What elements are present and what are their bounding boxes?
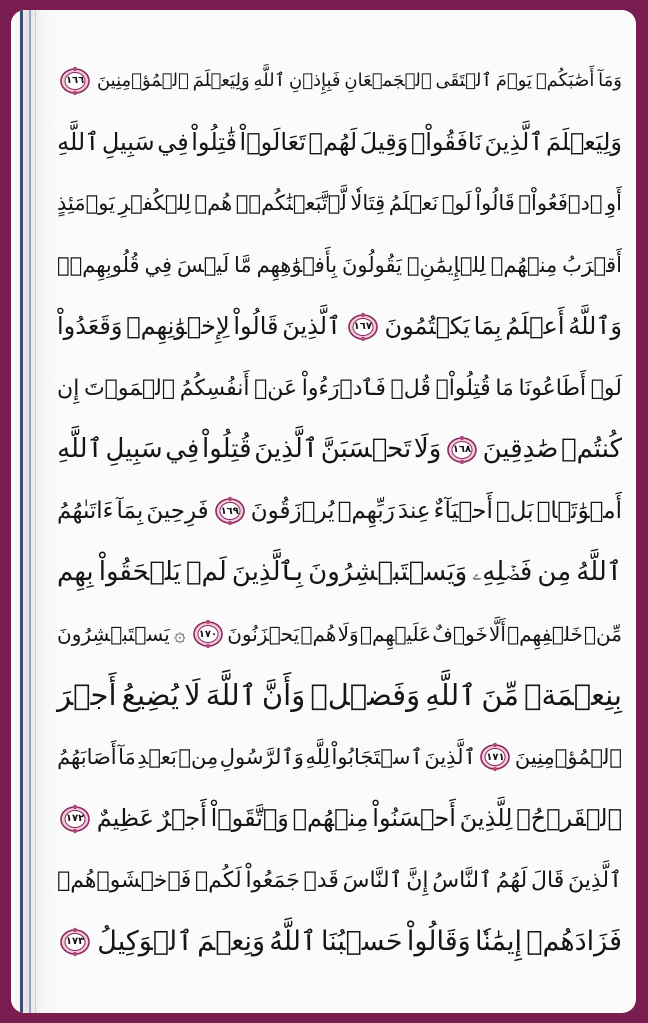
verse-word: أَمۡوَٰتَۢاۚ (536, 497, 622, 524)
verse-word: ٱللَّهُ (269, 926, 317, 957)
verse-word: لِلۡإِيمَٰنِۚ (406, 252, 486, 277)
verse-word: ٱللَّهِ (57, 434, 103, 464)
verse-word: إِنَّ (406, 867, 429, 893)
verse-line (57, 665, 622, 727)
page-spine (11, 10, 57, 1013)
verse-word: أَجۡرَ (57, 678, 117, 712)
verse-word: فَٱدۡرَءُواْ (301, 375, 386, 401)
verse-word: أَقۡرَبُ (562, 252, 622, 277)
verse-word: لِلَّذِينَ (459, 804, 513, 832)
verse-word: بِمَا (473, 312, 502, 340)
verse-word: ٱلۡجَمۡعَانِ (344, 70, 432, 91)
verse-word: مَّا (234, 252, 252, 277)
verse-word: ٱلَّذِينَ (424, 744, 476, 769)
verse-line (57, 911, 622, 973)
verse-word: وَلِيَعۡلَمَ (192, 70, 250, 91)
verse-word: قَدۡ (303, 867, 339, 893)
verse-word: رَبِّهِمۡ (337, 497, 395, 524)
ayah-number-marker (60, 927, 90, 957)
verse-word: ٱللَّهِ (253, 70, 286, 91)
verse-word: وَٱتَّقَوۡاْ (210, 804, 289, 832)
verse-word: أَلَّا (488, 621, 506, 646)
verse-word: بِمَآ (116, 497, 144, 524)
verse-word: هُمۡ (194, 191, 233, 215)
verse-word: لِإِخۡوَٰنِهِمۡ (126, 312, 230, 340)
spine-line (35, 10, 36, 1013)
verse-word: ٱدۡفَعُواْۖ (518, 191, 603, 215)
verse-word: أَصَابَهُمُ (57, 744, 117, 769)
verse-word: ٱللَّهَ (205, 678, 257, 712)
verse-word: كُنتُمۡ (561, 434, 622, 464)
verse-word: وَلِيَعۡلَمَ (545, 127, 622, 156)
ayah-number: ١٦٨ (452, 444, 472, 455)
verse-word: لَهُمُ (495, 867, 528, 893)
verse-line (57, 112, 622, 174)
verse-word: قُتِلُواْ (202, 434, 252, 464)
verse-word: لَهُمۡ (308, 127, 358, 156)
verse-word: ٱسۡتَجَابُواْ (331, 744, 423, 769)
verse-word: أَحۡيَآءٌ (433, 497, 493, 524)
ayah-number: ١٦٧ (353, 321, 372, 332)
ayah-number-marker (193, 619, 223, 649)
verse-line (57, 358, 622, 420)
verse-word: يُضِيعُ (121, 678, 180, 712)
verse-word: ٱلۡمُؤۡمِنِينَ (96, 70, 189, 91)
verse-word: هُمۡ (300, 621, 337, 646)
verse-word: إِيمَٰنٗا (474, 926, 522, 957)
verse-word: أَحۡسَنُواْ (372, 804, 456, 832)
verse-word: قُلُوبِهِمۡۚ (57, 252, 140, 277)
verse-word: مِن (537, 557, 572, 587)
verse-word: حَسۡبُنَا (321, 926, 403, 957)
verse-line (57, 788, 622, 850)
ayah-number: ١٦٩ (220, 505, 239, 517)
verse-word: عَنۡ (254, 375, 298, 401)
ayah-number-marker (447, 435, 477, 465)
hizb-quarter-icon: ۞ (174, 621, 186, 646)
verse-word: أَعۡلَمُ (505, 312, 565, 340)
verse-word: صَٰدِقِينَ (482, 434, 559, 464)
ayah-number-marker (215, 496, 245, 526)
verse-word: فَرِحِينَ (146, 497, 209, 524)
ayah-number: ١٧١ (486, 751, 505, 763)
spine-line (20, 10, 23, 1013)
ayah-number: ١٦٦ (65, 75, 85, 86)
verse-word: بَعۡدِ (137, 744, 177, 769)
verse-word: وَلَا (413, 434, 442, 464)
verse-word: فِي (157, 127, 189, 156)
verse-word: ٱللَّهُ (576, 557, 622, 587)
verse-word: وَفَضۡلٖ (310, 678, 421, 712)
ayah-number: ١٧٣ (65, 936, 85, 947)
verse-line (57, 850, 622, 912)
verse-word: وَقَالُواْ (406, 926, 471, 957)
verse-word: ٱلۡوَكِيلُ (97, 926, 193, 957)
verse-line (57, 419, 622, 481)
verse-word: قَالَ (531, 867, 565, 893)
spine-line (29, 10, 31, 1013)
verse-word: وَيَسۡتَبۡشِرُونَ (308, 557, 468, 587)
verse-word: تَعَالَوۡاْ (239, 127, 306, 156)
verse-line (57, 235, 622, 297)
verse-word: سَبِيلِ (101, 127, 155, 156)
verse-word: مِنۢ (178, 744, 219, 769)
verse-word: بِأَفۡوَٰهِهِم (256, 252, 338, 277)
ayah-number-marker (60, 804, 90, 834)
verse-line (57, 727, 622, 789)
verse-word: ءَاتَىٰهُمُ (57, 497, 114, 524)
verse-word: يَحۡزَنُونَ (227, 621, 300, 646)
verse-word: وَأَنَّ (261, 678, 306, 712)
verse-word: ٱلَّذِينَ (254, 434, 319, 464)
verse-word: وَٱللَّهُ (568, 312, 622, 340)
verse-word: خَلۡفِهِمۡ (507, 621, 583, 646)
verse-word: يَسۡتَبۡشِرُونَ (57, 621, 170, 646)
verse-word: ٱلَّذِينَ (282, 312, 342, 340)
verse-word: فَبِإِذۡنِ (288, 70, 341, 91)
verse-word: وَلَا (337, 621, 359, 646)
verse-word: يَكۡتُمُونَ (384, 312, 470, 340)
verse-line (57, 173, 622, 235)
verse-word: مِّنۡ (584, 621, 622, 646)
verse-word: ٱلۡتَقَى (435, 70, 492, 91)
verse-word: ٱلَّذِينَ (567, 867, 622, 893)
verse-word: أَوِ (606, 191, 622, 215)
verse-word: فَزَادَهُمۡ (526, 926, 622, 957)
verse-word: قَالُواْ (475, 191, 515, 215)
verse-word: إِن (57, 375, 80, 401)
verse-word: لَمۡ (185, 557, 227, 587)
ayah-number-marker (348, 312, 378, 342)
verse-word: خَوۡفٌ (432, 621, 488, 646)
verse-word: بِهِم (57, 557, 94, 587)
verse-word: قِتَالٗا (350, 191, 386, 215)
verse-word: ٱللَّهِ (57, 127, 100, 156)
verse-word: لَوۡ (441, 191, 472, 215)
verse-word: مَا (495, 375, 514, 401)
verse-word: لَكُمۡ (194, 867, 242, 893)
verse-word: وَقَعَدُواْ (57, 312, 123, 340)
ayah-number: ١٧٠ (198, 628, 218, 640)
verse-word: نَافَقُواْۚ (410, 127, 482, 156)
verse-word: ٱلۡمَوۡتَ (83, 375, 176, 401)
verse-word: لَا (184, 678, 201, 712)
verse-word: قَٰتِلُواْ (191, 127, 237, 156)
verse-lines (57, 50, 622, 973)
verse-word: يَوۡمَئِذٍ (57, 191, 115, 215)
ayah-number-marker (60, 66, 90, 96)
verse-word: وَٱلرَّسُولِ (219, 744, 304, 769)
verse-word: لِلۡكُفۡرِ (118, 191, 191, 215)
verse-word: فَضۡلِهِۦ (472, 557, 533, 587)
verse-word: سَبِيلِ (105, 434, 163, 464)
verse-word: فِي (165, 434, 200, 464)
verse-word: مِنۡهُمۡ (292, 804, 369, 832)
verse-word: تَحۡسَبَنَّ (320, 434, 412, 464)
verse-word: مَآ (118, 744, 136, 769)
verse-word: مِنۡهُمۡ (490, 252, 558, 277)
verse-word: وَنِعۡمَ (197, 926, 265, 957)
verse-line (57, 481, 622, 543)
verse-word: ٱلَّذِينَ (484, 127, 544, 156)
verse-word: ٱلۡمُؤۡمِنِينَ (514, 744, 622, 769)
verse-word: ٱللَّهِ (425, 678, 477, 712)
verse-word: مِّنَ (481, 678, 519, 712)
verse-word: عَلَيۡهِمۡ (359, 621, 432, 646)
verse-line (57, 50, 622, 112)
verse-word: قُلۡ (390, 375, 431, 401)
verse-word: لَيۡسَ (176, 252, 230, 277)
verse-word: يَوۡمَ (495, 70, 533, 91)
verse-word: قَالُواْ (233, 312, 279, 340)
verse-word: لَوۡ (590, 375, 622, 401)
verse-word: أَنفُسِكُمُ (179, 375, 250, 401)
ayah-number-marker (480, 742, 510, 772)
verse-word: أَطَاعُونَا (518, 375, 587, 401)
verse-word: أَجۡرٌ (157, 804, 207, 832)
verse-word: عَظِيمٌ (96, 804, 154, 832)
verse-word: يُرۡزَقُونَ (250, 497, 335, 524)
verse-word: قُتِلُواْۗ (435, 375, 491, 401)
verse-word: بِٱلَّذِينَ (231, 557, 303, 587)
verse-line (57, 604, 622, 666)
verse-word: بَلۡ (495, 497, 534, 524)
verse-word: فِي (144, 252, 173, 277)
verse-word: بِنِعۡمَةٖ (524, 678, 622, 712)
ayah-number: ١٧٢ (65, 813, 85, 824)
verse-word: وَمَآ (598, 70, 622, 91)
verse-word: وَقِيلَ (359, 127, 409, 156)
verse-word: عِندَ (397, 497, 431, 524)
verse-word: لِلَّهِ (305, 744, 330, 769)
verse-word: يَقُولُونَ (342, 252, 402, 277)
verse-word: ٱلنَّاسُ (432, 867, 493, 893)
verse-word: ٱلنَّاسَ (342, 867, 403, 893)
verse-line (57, 542, 622, 604)
verse-word: نَعۡلَمُ (388, 191, 439, 215)
verse-word: يَلۡحَقُواْ (98, 557, 181, 587)
verse-word: فَٱخۡشَوۡهُمۡ (57, 867, 192, 893)
verse-word: أَصَٰبَكُمۡ (535, 70, 595, 91)
verse-word: ٱلۡقَرۡحُۚ (516, 804, 622, 832)
verse-line (57, 296, 622, 358)
verse-word: لَّٱتَّبَعۡنَٰكُمۡۗ (235, 191, 347, 215)
verse-word: جَمَعُواْ (245, 867, 300, 893)
mushaf-page (11, 10, 636, 1013)
